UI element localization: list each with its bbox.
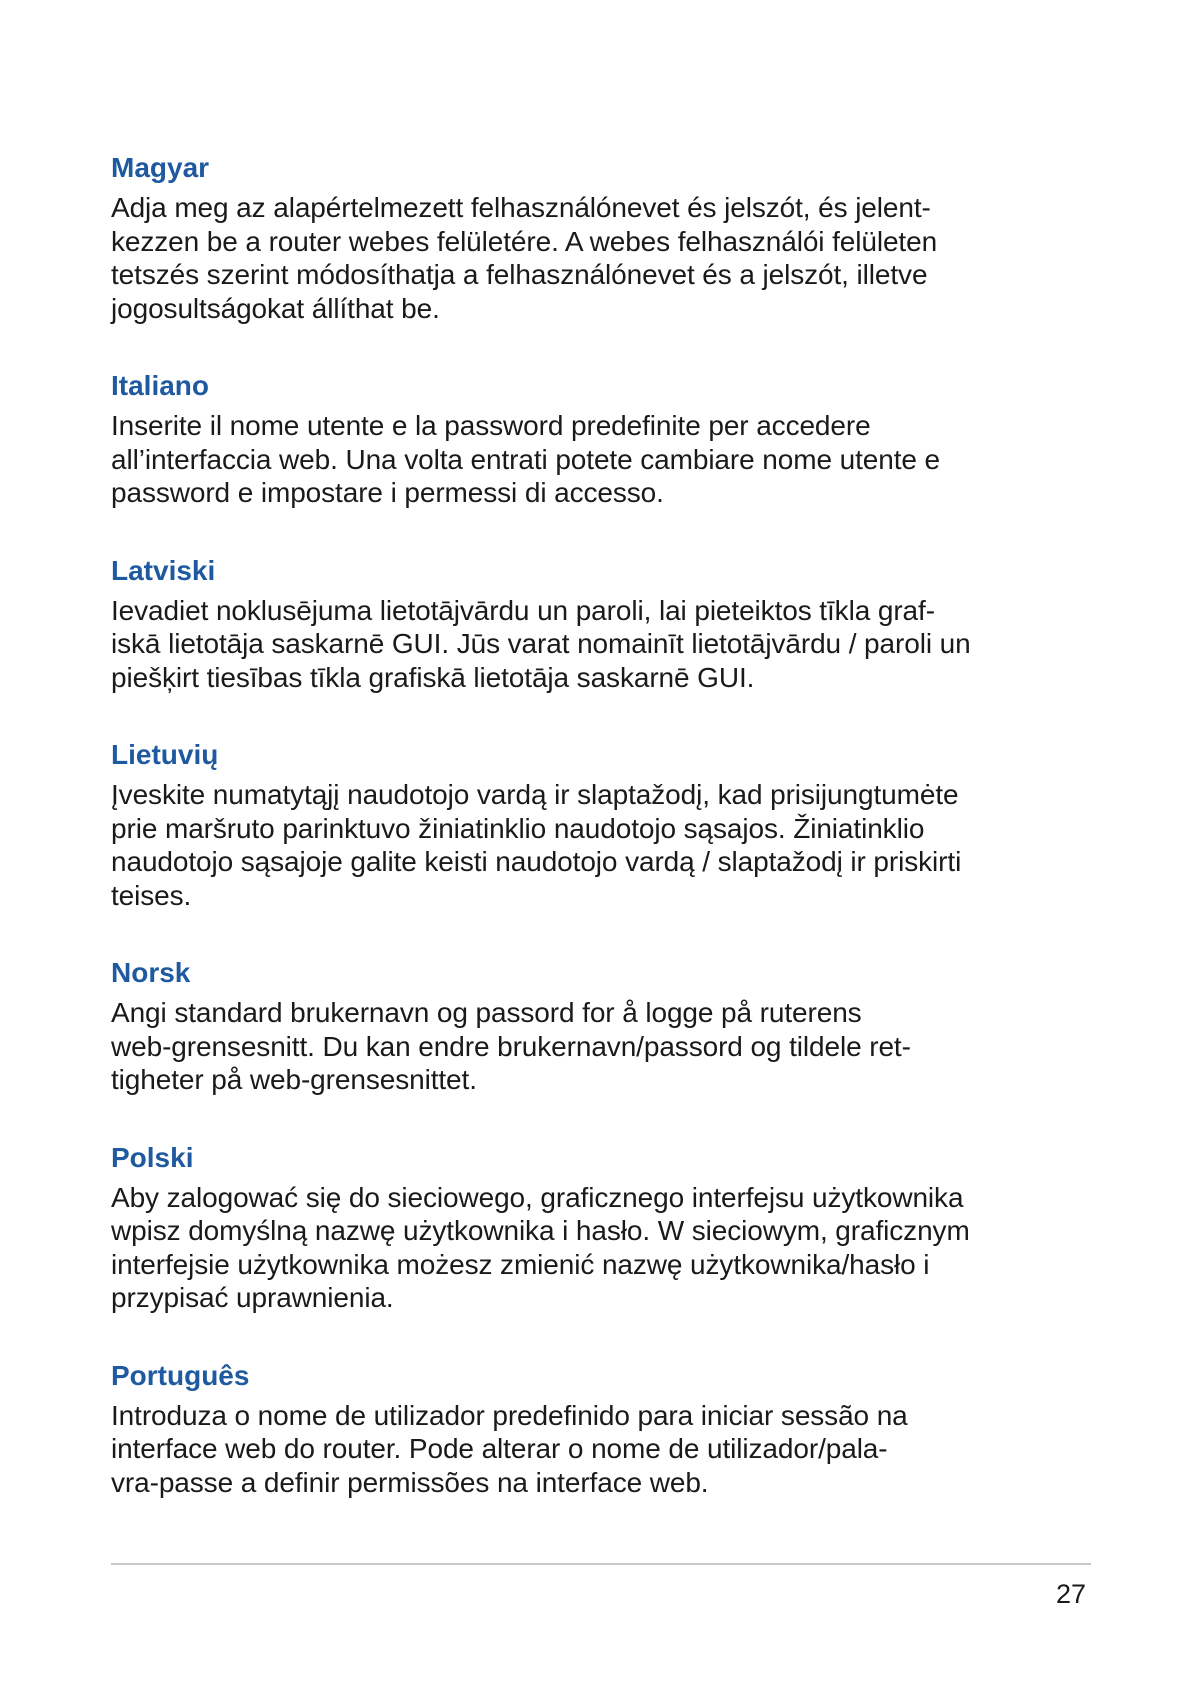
text-line: Introduza o nome de utilizador predefinido para iniciar sessão na [111, 1399, 908, 1431]
text-line: iskā lietotāja saskarnē GUI. Jūs varat nomainīt lietotājvārdu / paroli un [111, 628, 971, 659]
text-line: jogosultságokat állíthat be. [111, 292, 440, 324]
text-line: tigheter på web-grensesnittet. [111, 1064, 477, 1095]
text-line: web-grensesnitt. Du kan endre brukernavn/passord og tildele ret- [111, 1030, 911, 1062]
section-norsk [111, 955, 1091, 1097]
section-magyar [111, 150, 1091, 325]
text-line: Ievadiet noklusējuma lietotājvārdu un paroli, lai pieteiktos tīkla graf- [111, 594, 935, 626]
text-line: prie maršruto parinktuvo žiniatinklio naudotojo sąsajos. Žiniatinklio [111, 812, 925, 844]
section-heading: Latviski [111, 554, 216, 586]
text-line: vra-passe a definir permissões na interface web. [111, 1466, 709, 1498]
section-lietuviu [111, 737, 1091, 912]
text-line: Aby zalogować się do sieciowego, graficznego interfejsu użytkownika [111, 1181, 964, 1213]
section-body [111, 594, 1091, 695]
section-latviski [111, 553, 1091, 695]
text-line: Įveskite numatytąjį naudotojo vardą ir slaptažodį, kad prisijungtumėte [111, 779, 959, 810]
text-line: Angi standard brukernavn og passord for å logge på ruterens [111, 997, 862, 1028]
text-line: all’interfaccia web. Una volta entrati potete cambiare nome utente e [111, 443, 941, 475]
section-body [111, 1399, 1091, 1500]
text-line: wpisz domyślną nazwę użytkownika i hasło. W sieciowym, graficznym [111, 1215, 970, 1246]
text-line: Inserite il nome utente e la password predefinite per accedere [111, 410, 871, 441]
section-body [111, 191, 1091, 325]
section-body [111, 996, 1091, 1097]
text-line: naudotojo sąsajoje galite keisti naudotojo vardą / slaptažodį ir priskirti [111, 846, 962, 877]
page-number: 27 [1055, 1579, 1086, 1609]
text-line: piešķirt tiesības tīkla grafiskā lietotāja saskarnē GUI. [111, 661, 755, 693]
footer-divider [111, 1563, 1091, 1565]
section-polski [111, 1140, 1091, 1315]
text-line: tetszés szerint módosíthatja a felhasználónevet és a jelszót, illetve [111, 259, 928, 290]
section-heading: Polski [111, 1141, 194, 1173]
section-heading: Norsk [111, 957, 191, 988]
section-body [111, 409, 1091, 510]
text-line: interface web do router. Pode alterar o nome de utilizador/pala- [111, 1433, 888, 1464]
section-heading: Magyar [111, 152, 210, 183]
section-italiano [111, 368, 1091, 510]
section-heading: Lietuvių [111, 739, 219, 770]
text-line: przypisać uprawnienia. [111, 1282, 394, 1313]
section-heading: Italiano [111, 370, 210, 401]
section-heading: Português [111, 1359, 250, 1391]
text-line: password e impostare i permessi di accesso. [111, 477, 664, 508]
text-line: interfejsie użytkownika możesz zmienić nazwę użytkownika/hasło i [111, 1248, 930, 1280]
text-line: teises. [111, 879, 192, 911]
section-portugues [111, 1358, 1091, 1500]
section-body [111, 1181, 1091, 1315]
page-content [111, 150, 1091, 1542]
text-line: Adja meg az alapértelmezett felhasználónevet és jelszót, és jelent- [111, 192, 931, 223]
text-line: kezzen be a router webes felületére. A webes felhasználói felületen [111, 225, 938, 257]
section-body [111, 778, 1091, 912]
